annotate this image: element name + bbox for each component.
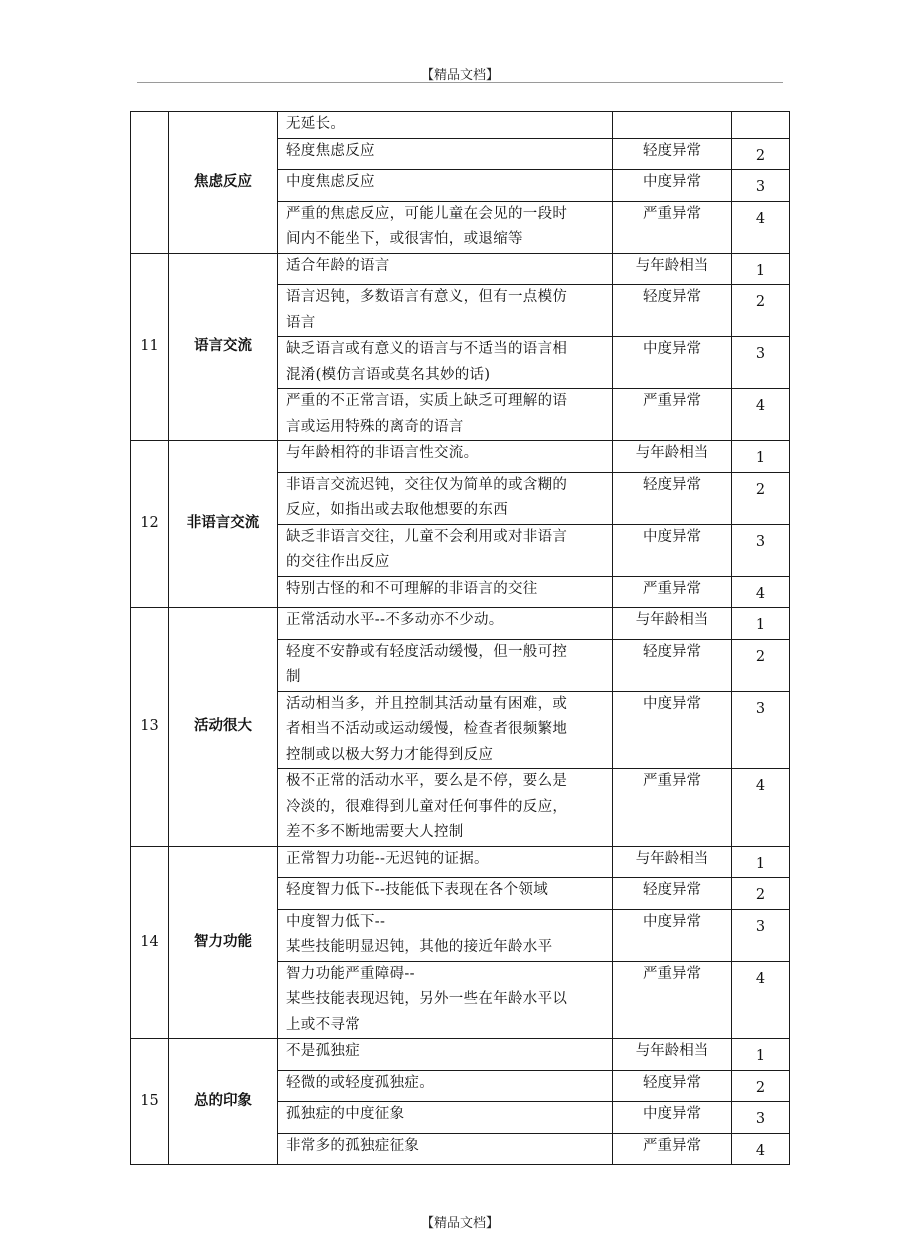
score-cell (732, 389, 790, 441)
score-value: 3 (755, 346, 766, 362)
score-value: 2 (755, 887, 766, 903)
criterion-description (278, 878, 613, 910)
page-header: 【精品文档】 (420, 68, 499, 83)
criterion-description (278, 138, 613, 170)
score-cell (732, 138, 790, 170)
score-cell (732, 961, 790, 1039)
description-line: 语言迟钝，多数语言有意义，但有一点模仿 (286, 289, 568, 305)
severity-level: 严重异常 (613, 769, 732, 847)
criterion-description (278, 691, 613, 769)
score-value: 2 (755, 1079, 766, 1096)
severity-level: 中度异常 (613, 691, 732, 769)
description-line: 正常智力功能--无迟钝的证据。 (286, 850, 489, 867)
score-value: 1 (755, 617, 766, 633)
item-category: 非语言交流 (169, 441, 278, 608)
criterion-description (278, 472, 613, 524)
description-line: 无延长。 (286, 116, 346, 132)
description-line: 轻度焦虑反应 (286, 142, 375, 159)
description-line: 某些技能明显迟钝，其他的接近年龄水平 (286, 939, 553, 955)
item-category: 总的印象 (169, 1039, 278, 1165)
description-line: 差不多不断地需要大人控制 (286, 824, 464, 840)
score-cell (732, 285, 790, 337)
criterion-description (278, 253, 613, 285)
score-cell (732, 201, 790, 253)
table-row (131, 1039, 790, 1071)
criterion-description (278, 1102, 613, 1134)
severity-level (613, 112, 732, 139)
description-line: 中度焦虑反应 (286, 174, 375, 190)
score-value: 1 (755, 262, 766, 279)
item-category: 活动很大 (169, 608, 278, 847)
header-divider (137, 82, 783, 83)
score-cell (732, 576, 790, 608)
score-value: 1 (755, 855, 766, 872)
score-value: 4 (755, 778, 766, 794)
score-value: 4 (755, 398, 766, 414)
score-cell (732, 112, 790, 139)
score-value: 3 (755, 1111, 766, 1127)
severity-level: 与年龄相当 (613, 1039, 732, 1071)
score-value: 2 (755, 147, 766, 164)
score-cell (732, 1133, 790, 1165)
score-value: 3 (755, 179, 766, 195)
score-cell (732, 253, 790, 285)
table-row (131, 608, 790, 640)
table-row (131, 441, 790, 473)
description-line: 控制或以极大努力才能得到反应 (286, 746, 494, 763)
severity-level: 中度异常 (613, 337, 732, 389)
criterion-description (278, 639, 613, 691)
description-line: 不是孤独症 (286, 1043, 360, 1059)
criterion-description (278, 576, 613, 608)
score-cell (732, 524, 790, 576)
score-cell (732, 909, 790, 961)
description-line: 与年龄相符的非语言性交流。 (286, 445, 479, 461)
description-line: 适合年龄的语言 (286, 257, 390, 274)
criterion-description (278, 1070, 613, 1102)
description-line: 严重的不正常言语，实质上缺乏可理解的语 (286, 393, 568, 409)
item-category: 智力功能 (169, 846, 278, 1039)
score-cell (732, 1070, 790, 1102)
criterion-description (278, 389, 613, 441)
score-cell (732, 1102, 790, 1134)
score-value: 3 (755, 533, 766, 550)
score-value: 3 (755, 918, 766, 935)
score-value: 4 (755, 1142, 766, 1159)
severity-level: 严重异常 (613, 201, 732, 253)
description-line: 正常活动水平--不多动亦不少动。 (286, 612, 504, 628)
description-line: 轻微的或轻度孤独症。 (286, 1074, 434, 1091)
item-number (131, 112, 169, 254)
severity-level: 严重异常 (613, 576, 732, 608)
description-line: 某些技能表现迟钝，另外一些在年龄水平以 (286, 991, 568, 1007)
criterion-description (278, 112, 613, 139)
criterion-description (278, 170, 613, 202)
severity-level: 轻度异常 (613, 472, 732, 524)
severity-level: 轻度异常 (613, 639, 732, 691)
score-cell (732, 170, 790, 202)
page-footer: 【精品文档】 (420, 1216, 499, 1231)
criterion-description (278, 337, 613, 389)
score-cell (732, 769, 790, 847)
description-line: 轻度不安静或有轻度活动缓慢，但一般可控 (286, 643, 568, 660)
score-value: 4 (755, 585, 766, 602)
item-number: 12 (131, 441, 169, 608)
description-line: 缺乏语言或有意义的语言与不适当的语言相 (286, 341, 568, 357)
description-line: 言或运用特殊的离奇的语言 (286, 418, 464, 435)
description-line: 缺乏非语言交往，儿童不会利用或对非语言 (286, 528, 568, 545)
description-line: 孤独症的中度征象 (286, 1106, 405, 1122)
score-cell (732, 608, 790, 640)
description-line: 者相当不活动或运动缓慢，检查者很频繁地 (286, 721, 568, 737)
criterion-description (278, 909, 613, 961)
description-line: 非语言交流迟钝，交往仅为简单的或含糊的 (286, 476, 568, 493)
table-row (131, 253, 790, 285)
item-number: 14 (131, 846, 169, 1039)
table-row (131, 846, 790, 878)
description-line: 智力功能严重障碍-- (286, 965, 415, 982)
severity-level: 中度异常 (613, 170, 732, 202)
score-cell (732, 639, 790, 691)
severity-level: 轻度异常 (613, 138, 732, 170)
severity-level: 与年龄相当 (613, 253, 732, 285)
severity-level: 与年龄相当 (613, 846, 732, 878)
item-category: 语言交流 (169, 253, 278, 441)
criterion-description (278, 201, 613, 253)
description-line: 活动相当多，并且控制其活动量有困难，或 (286, 695, 568, 712)
criterion-description (278, 608, 613, 640)
severity-level: 严重异常 (613, 961, 732, 1039)
severity-level: 轻度异常 (613, 285, 732, 337)
severity-level: 与年龄相当 (613, 608, 732, 640)
score-value: 2 (755, 481, 766, 498)
criterion-description (278, 285, 613, 337)
severity-level: 严重异常 (613, 389, 732, 441)
description-line: 语言 (286, 314, 316, 331)
criterion-description (278, 1133, 613, 1165)
description-line: 混淆(模仿言语或莫名其妙的话) (286, 366, 491, 383)
criterion-description (278, 769, 613, 847)
item-number: 11 (131, 253, 169, 441)
description-line: 特别古怪的和不可理解的非语言的交往 (286, 580, 538, 597)
severity-level: 与年龄相当 (613, 441, 732, 473)
description-line: 中度智力低下-- (286, 913, 386, 930)
description-line: 间内不能坐下，或很害怕，或退缩等 (286, 231, 523, 247)
score-cell (732, 441, 790, 473)
score-cell (732, 472, 790, 524)
criterion-description (278, 846, 613, 878)
rating-scale-table (130, 111, 790, 1165)
table-row (131, 112, 790, 139)
description-line: 反应，如指出或去取他想要的东西 (286, 502, 508, 518)
item-number: 15 (131, 1039, 169, 1165)
severity-level: 轻度异常 (613, 878, 732, 910)
description-line: 制 (286, 669, 301, 685)
description-line: 的交往作出反应 (286, 554, 390, 570)
severity-level: 严重异常 (613, 1133, 732, 1165)
severity-level: 中度异常 (613, 524, 732, 576)
item-number: 13 (131, 608, 169, 847)
description-line: 冷淡的，很难得到儿童对任何事件的反应， (286, 798, 568, 815)
score-value: 4 (755, 970, 766, 987)
score-value: 2 (755, 294, 766, 310)
criterion-description (278, 961, 613, 1039)
score-value: 1 (755, 1048, 766, 1064)
severity-level: 轻度异常 (613, 1070, 732, 1102)
score-cell (732, 337, 790, 389)
rating-scale-body (131, 112, 790, 1165)
score-value: 4 (755, 210, 766, 227)
score-cell (732, 1039, 790, 1071)
description-line: 非常多的孤独症征象 (286, 1137, 420, 1154)
score-cell (732, 691, 790, 769)
severity-level: 中度异常 (613, 1102, 732, 1134)
criterion-description (278, 441, 613, 473)
description-line: 极不正常的活动水平，要么是不停，要么是 (286, 773, 568, 789)
score-cell (732, 846, 790, 878)
criterion-description (278, 524, 613, 576)
score-cell (732, 878, 790, 910)
criterion-description (278, 1039, 613, 1071)
description-line: 上或不寻常 (286, 1016, 360, 1033)
score-value: 2 (755, 648, 766, 665)
severity-level: 中度异常 (613, 909, 732, 961)
description-line: 严重的焦虑反应，可能儿童在会见的一段时 (286, 205, 568, 222)
score-value: 1 (755, 450, 766, 466)
score-value: 3 (755, 700, 766, 717)
item-category: 焦虑反应 (169, 112, 278, 254)
description-line: 轻度智力低下--技能低下表现在各个领域 (286, 882, 548, 898)
